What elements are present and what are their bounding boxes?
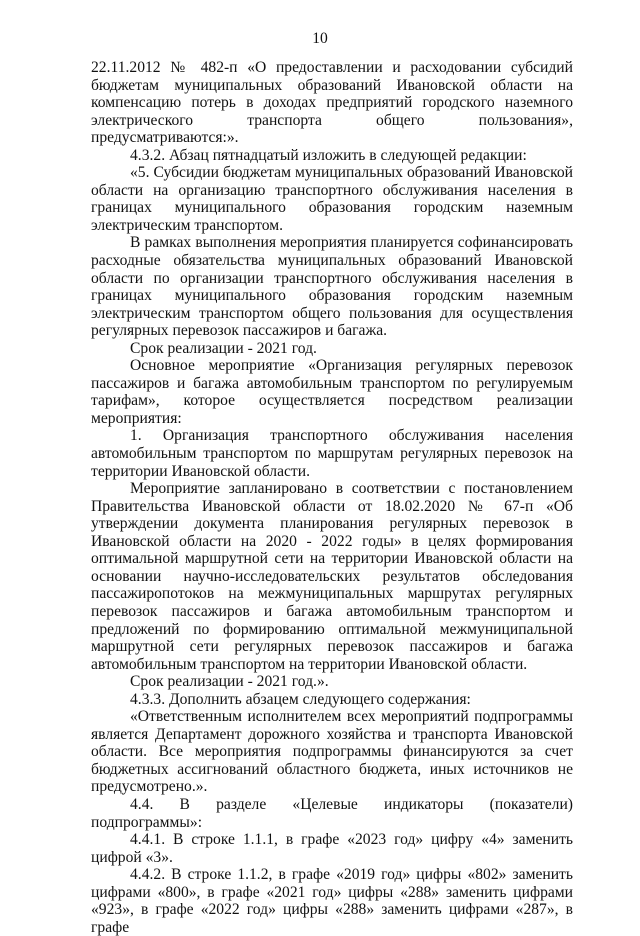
paragraph: В рамках выполнения мероприятия планируется софинансировать расходные обязательства муниципальных образований Ивановской области по организации транспортного обслуживания населения в границах муниципального образования городским наземным электрическим транспортом общего пользования для осуществления регулярных перевозок пассажиров и багажа. [91, 234, 573, 340]
paragraph: Срок реализации - 2021 год.». [130, 673, 329, 691]
paragraph: 22.11.2012 № 482-п «О предоставлении и расходовании субсидий бюджетам муниципальных образований Ивановской области на компенсацию потерь в доходах предприятий городского наземного электрического транспорта общего пользования», предусматриваются:». [91, 59, 573, 147]
paragraph: «5. Субсидии бюджетам муниципальных образований Ивановской области на организацию транспортного обслуживания населения в границах муниципального образования городским наземным электрическим транспортом. [91, 164, 573, 234]
paragraph: 4.4.2. В строке 1.1.2, в графе «2019 год» цифры «802» заменить цифрами «800», в графе «2021 год» цифры «288» заменить цифрами «923», в графе «2022 год» цифры «288» заменить цифрами «287», в графе [91, 866, 573, 936]
paragraph: Основное мероприятие «Организация регулярных перевозок пассажиров и багажа автомобильным транспортом по регулируемым тарифам», которое осуществляется посредством реализации мероприятия: [91, 357, 573, 427]
body-text [91, 59, 573, 936]
paragraph: 4.3.2. Абзац пятнадцатый изложить в следующей редакции: [130, 146, 527, 164]
paragraph: 4.3.3. Дополнить абзацем следующего содержания: [130, 690, 471, 708]
paragraph: Мероприятие запланировано в соответствии с постановлением Правительства Ивановской области от 18.02.2020 № 67-п «Об утверждении документа планирования регулярных перевозок в Ивановской области на 2020 - 2022 годы» в целях формирования оптимальной маршрутной сети на территории Ивановской области на основании научно-исследовательских результатов обследования пассажиропотоков на межмуниципальных маршрутах регулярных перевозок пассажиров и багажа автомобильным транспортом и предложений по формированию оптимальной межмуниципальной маршрутной сети регулярных перевозок пассажиров и багажа автомобильным транспортом на территории Ивановской области. [91, 480, 573, 673]
paragraph: 4.4. В разделе «Целевые индикаторы (показатели) подпрограммы»: [91, 795, 573, 831]
paragraph: 4.4.1. В строке 1.1.1, в графе «2023 год» цифру «4» заменить цифрой «3». [91, 831, 573, 866]
paragraph: «Ответственным исполнителем всех мероприятий подпрограммы является Департамент дорожного хозяйства и транспорта Ивановской области. Все мероприятия подпрограммы финансируются за счет бюджетных ассигнований областного бюджета, иных источников не предусмотрено.». [91, 708, 573, 796]
paragraph: 1. Организация транспортного обслуживания населения автомобильным транспортом по маршрутам регулярных перевозок на территории Ивановской области. [91, 427, 573, 480]
paragraph: Срок реализации - 2021 год. [130, 339, 317, 357]
page-number: 10 [312, 30, 328, 47]
